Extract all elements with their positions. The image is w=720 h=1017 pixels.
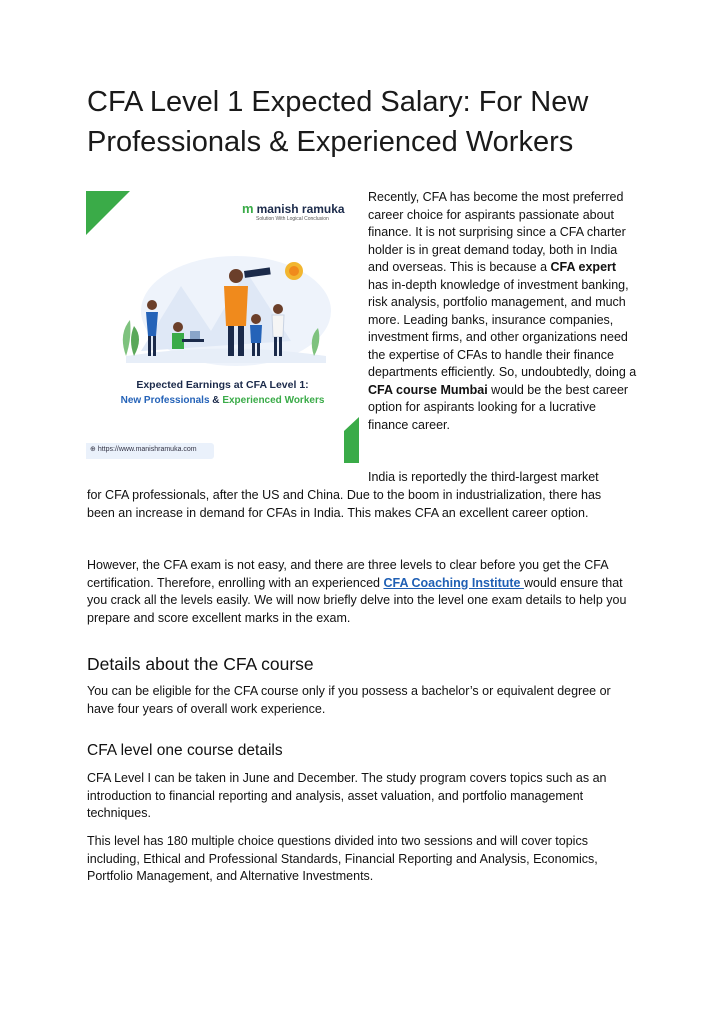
caption-new-professionals: New Professionals <box>120 395 210 406</box>
logo <box>242 201 345 222</box>
logo-name: manish ramuka <box>256 201 345 216</box>
url-bar <box>86 443 214 459</box>
globe-icon: ⊕ <box>90 446 96 453</box>
intro-bold-cfa-course-mumbai: CFA course Mumbai <box>368 382 488 397</box>
india-paragraph-rest: for CFA professionals, after the US and China. Due to the boom in industrialization, there has been an increase in demand for CFAs in India. This makes CFA an excellent career option. <box>87 488 602 520</box>
however-paragraph <box>87 557 627 627</box>
logo-mark-icon: m <box>242 201 254 216</box>
logo-tagline: Solution With Logical Conclusion <box>256 216 329 222</box>
intro-paragraph <box>368 189 638 434</box>
caption-amp: & <box>212 395 220 406</box>
intro-text-3: would be the best career option for aspirants looking for a lucrative finance career. <box>368 382 629 432</box>
india-paragraph-first-line: India is reportedly the third-largest market <box>368 470 599 484</box>
green-corner-top-left <box>86 191 130 235</box>
however-text-after: would ensure that you crack all the levels easily. We will now briefly delve into the level one exam details to help you prepare and score excellent marks in the exam. <box>87 575 627 625</box>
hero-caption-line1: Expected Earnings at CFA Level 1: <box>136 379 309 391</box>
details-heading: Details about the CFA course <box>87 654 314 674</box>
intro-text-2: has in-depth knowledge of investment banking, risk analysis, portfolio management, and much more. Leading banks, insurance companies, investment firms, and other organizations need the expertise of CFAs to handle their finance departments efficiently. So, undoubtedly, doing a <box>368 277 637 379</box>
intro-bold-cfa-expert: CFA expert <box>550 260 617 274</box>
level-one-paragraph-2: This level has 180 multiple choice questions divided into two sessions and will cover topics including, Ethical and Professional Standards, Financial Reporting and Analysis, Economics, Portfolio Management, and Alternative Investments. <box>87 834 598 883</box>
intro-text-1: Recently, CFA has become the most preferred career choice for aspirants passionate about finance. It is not surprising since a CFA charter holder is in great demand today, both in India and overseas. This is because a <box>368 190 626 274</box>
hero-caption-line2 <box>86 395 359 406</box>
level-one-heading: CFA level one course details <box>87 742 283 759</box>
cfa-coaching-institute-link[interactable]: CFA Coaching Institute <box>383 575 524 590</box>
however-text-before: However, the CFA exam is not easy, and there are three levels to clear before you get the CFA certification. Therefore, enrolling with an experienced <box>87 558 608 590</box>
level-one-paragraph-1: CFA Level I can be taken in June and December. The study program covers topics such as an introduction to financial reporting and analysis, asset valuation, and portfolio management techniques. <box>87 771 607 820</box>
page-title: CFA Level 1 Expected Salary: For New Professionals & Experienced Workers <box>87 86 589 158</box>
green-corner-bottom-right <box>344 417 359 463</box>
caption-experienced-workers: Experienced Workers <box>222 395 325 406</box>
url-text: https://www.manishramuka.com <box>97 446 197 453</box>
hero-image <box>86 191 359 463</box>
details-paragraph: You can be eligible for the CFA course only if you possess a bachelor’s or equivalent degree or have four years of overall work experience. <box>87 684 611 716</box>
hero-illustration <box>86 191 359 463</box>
